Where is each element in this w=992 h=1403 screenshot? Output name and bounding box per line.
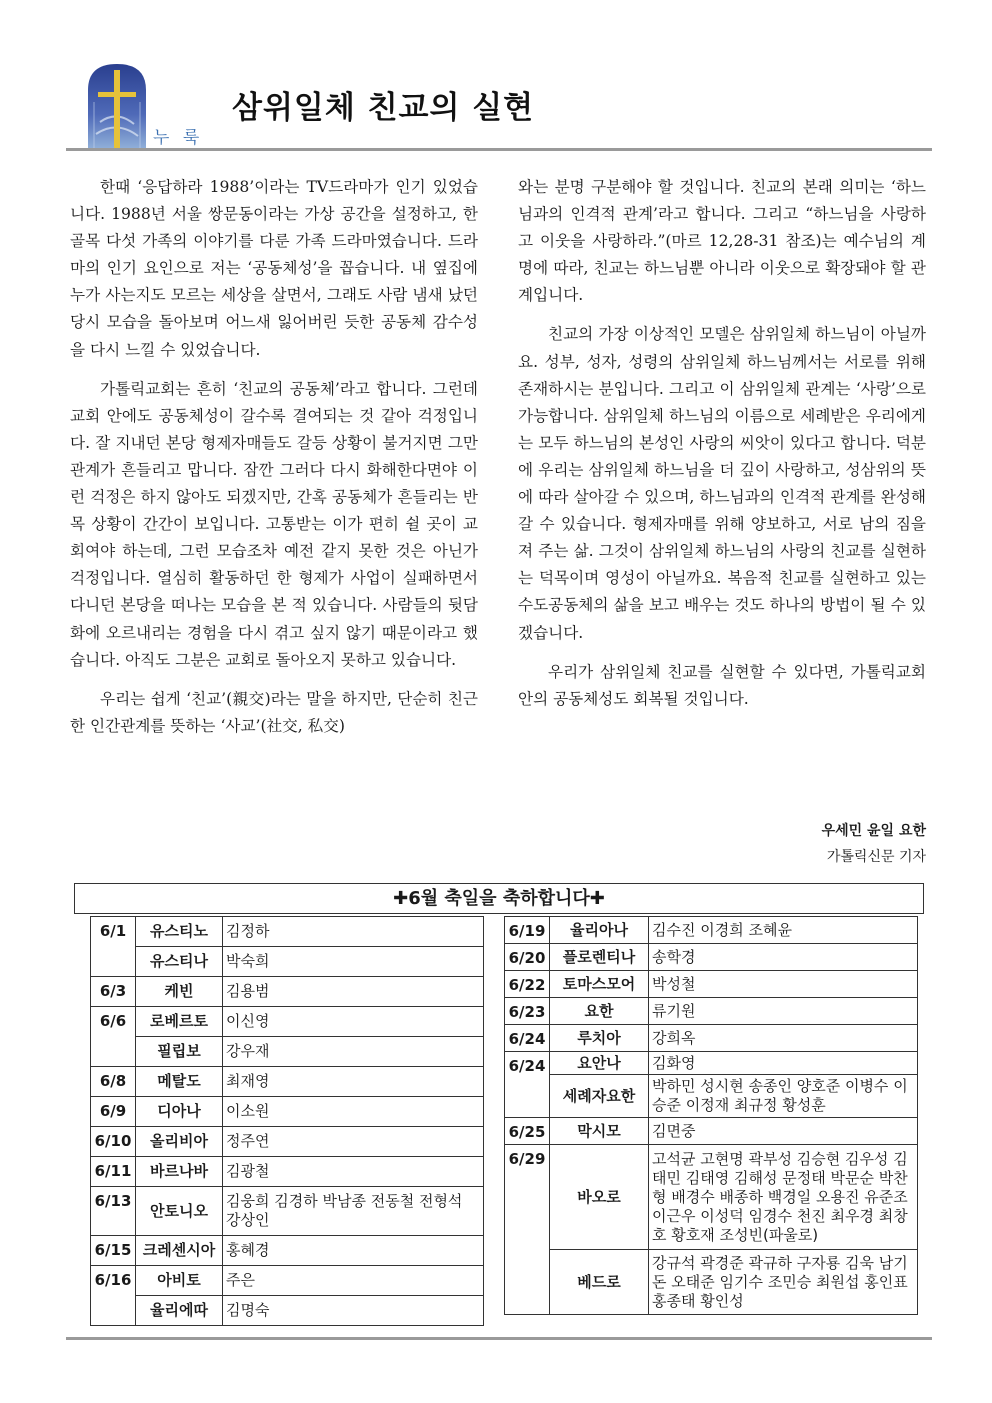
member-names: 김웅희 김경하 박남종 전동철 전형석 강상인: [223, 1187, 484, 1236]
feast-date: 6/20: [505, 944, 550, 971]
bottom-divider: [66, 1337, 932, 1340]
saint-name: 바오로: [550, 1145, 649, 1250]
saint-name: 토마스모어: [550, 971, 649, 998]
article-left-column: [70, 174, 478, 752]
table-row: [505, 1025, 918, 1052]
saint-name: 세례자요한: [550, 1075, 649, 1118]
member-names: 김수진 이경희 조혜윤: [649, 917, 918, 944]
feast-date: 6/1: [91, 917, 136, 977]
feast-date: 6/24: [505, 1052, 550, 1118]
table-row: [91, 947, 484, 977]
table-row: [91, 977, 484, 1007]
table-row: [91, 1187, 484, 1236]
saint-name: 막시모: [550, 1118, 649, 1145]
table-row: [505, 1075, 918, 1118]
top-divider: [66, 148, 932, 151]
member-names: 최재영: [223, 1067, 484, 1097]
feast-date: 6/23: [505, 998, 550, 1025]
table-row: [91, 1236, 484, 1266]
saint-name: 율리에따: [136, 1296, 223, 1326]
table-row: [91, 1037, 484, 1067]
feast-date: 6/9: [91, 1097, 136, 1127]
article-paragraph: 한때 ‘응답하라 1988’이라는 TV드라마가 인기 있었습니다. 1988년 서울 쌍문동이라는 가상 공간을 설정하고, 한 골목 다섯 가족의 이야기를 다룬 가족 드라마였습니다. 드라마의 인기 요인으로 저는 ‘공동체성’을 꼽습니다. 내 옆집에 누가 사는지도 모르는 세상을 살면서, 그래도 사람 냄새 났던 당시 모습을 돌아보며 어느새 잃어버린 듯한 공동체 감수성을 다시 느낄 수 있었습니다.: [70, 178, 478, 359]
member-names: 이신영: [223, 1007, 484, 1037]
saint-name: 아비토: [136, 1266, 223, 1296]
member-names: 박성철: [649, 971, 918, 998]
feast-date: 6/6: [91, 1007, 136, 1067]
saint-name: 필립보: [136, 1037, 223, 1067]
table-row: [505, 971, 918, 998]
member-names: 강희옥: [649, 1025, 918, 1052]
feast-date: 6/29: [505, 1145, 550, 1315]
saint-name: 메탈도: [136, 1067, 223, 1097]
table-row: [91, 1067, 484, 1097]
table-row: [505, 1250, 918, 1315]
member-names: 김정하: [223, 917, 484, 947]
feast-date: 6/10: [91, 1127, 136, 1157]
table-row: [505, 1118, 918, 1145]
saint-name: 로베르토: [136, 1007, 223, 1037]
feast-date: 6/22: [505, 971, 550, 998]
table-row: [91, 1097, 484, 1127]
table-row: [505, 998, 918, 1025]
member-names: 김화영: [649, 1052, 918, 1075]
author-signature: [822, 818, 926, 870]
feast-date: 6/13: [91, 1187, 136, 1236]
saint-name: 안토니오: [136, 1187, 223, 1236]
article-paragraph: 와는 분명 구분해야 할 것입니다. 친교의 본래 의미는 ‘하느님과의 인격적 관계’라고 합니다. 그리고 “하느님을 사랑하고 이웃을 사랑하라.”(마르 12,28-31 참조)는 예수님의 계명에 따라, 친교는 하느님뿐 아니라 이웃으로 확장돼야 할 관계입니다.: [518, 178, 926, 305]
table-row: [505, 1145, 918, 1250]
feast-date: 6/8: [91, 1067, 136, 1097]
saint-name: 요안나: [550, 1052, 649, 1075]
feast-date: 6/19: [505, 917, 550, 944]
feast-date: 6/3: [91, 977, 136, 1007]
feast-date: 6/25: [505, 1118, 550, 1145]
page-title: 삼위일체 친교의 실현: [232, 90, 535, 126]
member-names: 송학경: [649, 944, 918, 971]
author-name: 우세민 윤일 요한: [821, 823, 926, 839]
member-names: 강우재: [223, 1037, 484, 1067]
table-row: [91, 1157, 484, 1187]
saint-name: 플로렌티나: [550, 944, 649, 971]
feast-table-right: [504, 916, 918, 1315]
saint-name: 루치아: [550, 1025, 649, 1052]
feast-date: 6/16: [91, 1266, 136, 1326]
table-row: [505, 917, 918, 944]
saint-name: 유스티노: [136, 917, 223, 947]
feast-date: 6/15: [91, 1236, 136, 1266]
feast-date: 6/11: [91, 1157, 136, 1187]
member-names: 김명숙: [223, 1296, 484, 1326]
article-paragraph: 친교의 가장 이상적인 모델은 삼위일체 하느님이 아닐까요. 성부, 성자, 성령의 삼위일체 하느님께서는 서로를 위해 존재하시는 분입니다. 그리고 이 삼위일체 관계는 ‘사랑’으로 가능합니다. 삼위일체 하느님의 이름으로 세례받은 우리에게는 모두 하느님의 본성인 사랑의 씨앗이 있다고 합니다. 덕분에 우리는 삼위일체 하느님을 더 깊이 사랑하고, 성삼위의 뜻에 따라 살아갈 수 있으며, 하느님과의 인격적 관계를 완성해 갈 수 있습니다. 형제자매를 위해 양보하고, 서로 남의 짐을 져 주는 삶. 그것이 삼위일체 하느님의 사랑의 친교를 실현하는 덕목이며 영성이 아닐까요. 복음적 친교를 실현하고 있는 수도공동체의 삶을 보고 배우는 것도 하나의 방법이 될 수 있겠습니다.: [518, 325, 926, 642]
table-row: [91, 1266, 484, 1296]
feast-date: 6/24: [505, 1025, 550, 1052]
section-label: 누 룩: [153, 128, 204, 148]
member-names: 류기원: [649, 998, 918, 1025]
member-names: 김용범: [223, 977, 484, 1007]
table-row: [91, 1127, 484, 1157]
saint-name: 디아나: [136, 1097, 223, 1127]
table-row: [505, 1052, 918, 1075]
saint-name: 크레센시아: [136, 1236, 223, 1266]
member-names: 박하민 성시현 송종인 양호준 이병수 이승준 이정재 최규정 황성훈: [649, 1075, 918, 1118]
saint-name: 유스티나: [136, 947, 223, 977]
saint-name: 바르나바: [136, 1157, 223, 1187]
member-names: 정주연: [223, 1127, 484, 1157]
member-names: 김광철: [223, 1157, 484, 1187]
church-window-logo-icon: [86, 62, 148, 148]
member-names: 주은: [223, 1266, 484, 1296]
saint-name: 베드로: [550, 1250, 649, 1315]
article-paragraph: 우리는 쉽게 ‘친교’(親交)라는 말을 하지만, 단순히 친근한 인간관계를 뜻하는 ‘사교’(社交, 私交): [70, 689, 478, 735]
article-paragraph: 우리가 삼위일체 친교를 실현할 수 있다면, 가톨릭교회 안의 공동체성도 회복될 것입니다.: [518, 662, 926, 708]
table-row: [91, 917, 484, 947]
table-row: [91, 1296, 484, 1326]
member-names: 강규석 곽경준 곽규하 구자룡 김욱 남기돈 오태준 임기수 조민승 최원섭 홍인표 홍종태 황인성: [649, 1250, 918, 1315]
article-right-column: [518, 174, 926, 725]
saint-name: 요한: [550, 998, 649, 1025]
author-role: 가톨릭신문 기자: [826, 849, 926, 865]
member-names: 김면중: [649, 1118, 918, 1145]
member-names: 박숙희: [223, 947, 484, 977]
table-row: [91, 1007, 484, 1037]
member-names: 이소원: [223, 1097, 484, 1127]
article-paragraph: 가톨릭교회는 흔히 ‘친교의 공동체’라고 합니다. 그런데 교회 안에도 공동체성이 갈수록 결여되는 것 같아 걱정입니다. 잘 지내던 본당 형제자매들도 갈등 상황이 불거지면 그만 관계가 흔들리고 맙니다. 잠깐 그러다 다시 화해한다면야 이런 걱정은 하지 않아도 되겠지만, 간혹 공동체가 흔들리는 반목 상황이 간간이 보입니다. 고통받는 이가 편히 쉴 곳이 교회여야 하는데, 그런 모습조차 예전 같지 못한 것은 아닌가 걱정입니다. 열심히 활동하던 한 형제가 사업이 실패하면서 다니던 본당을 떠나는 모습을 본 적 있습니다. 사람들의 뒷담화에 오르내리는 경험을 다시 겪고 싶지 않기 때문이라고 했습니다. 아직도 그분은 교회로 돌아오지 못하고 있습니다.: [70, 379, 478, 669]
saint-name: 올리비아: [136, 1127, 223, 1157]
feast-banner: ✚6월 축일을 축하합니다✚: [74, 883, 924, 914]
member-names: 홍혜경: [223, 1236, 484, 1266]
feast-table-left: [90, 916, 484, 1326]
saint-name: 케빈: [136, 977, 223, 1007]
saint-name: 율리아나: [550, 917, 649, 944]
table-row: [505, 944, 918, 971]
member-names: 고석균 고현명 곽부성 김승현 김우성 김태민 김태영 김해성 문정태 박문순 박찬형 배경수 배종하 백경일 오용진 유준조 이근우 이성덕 임경수 천진 최우경 최창호 황호재 조성빈(파울로): [649, 1145, 918, 1250]
